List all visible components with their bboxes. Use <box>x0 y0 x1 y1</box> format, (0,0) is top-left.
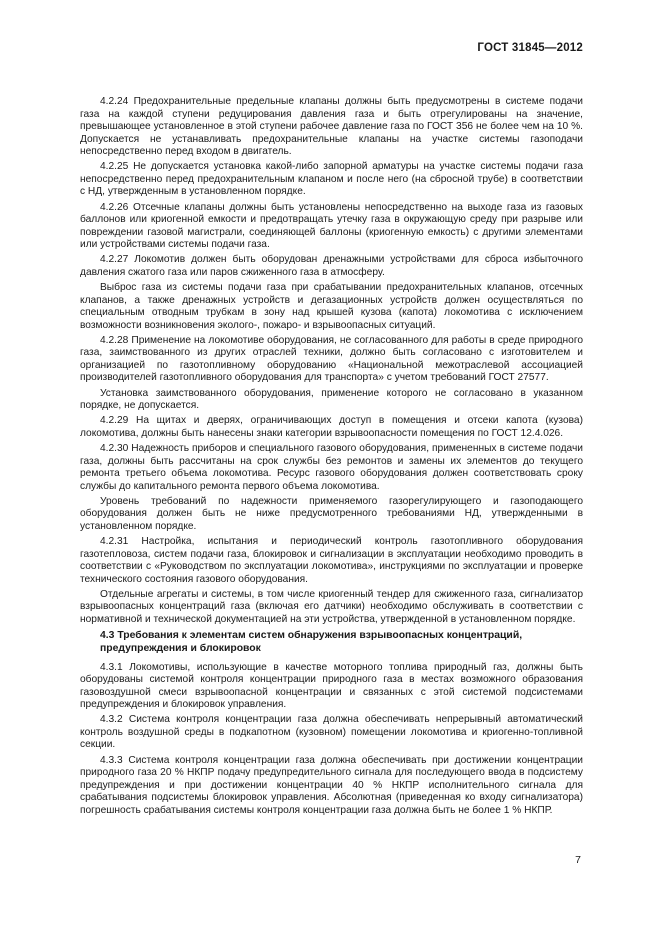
page-number: 7 <box>575 854 581 866</box>
paragraph-separate-units: Отдельные агрегаты и системы, в том числе криогенный тендер для сжиженного газа, сигнализатор взрывоопасных концентраций газа (включая его датчики) необходимо обслуживать в соответствии с нормативной и технической документацией на эти устройства, утвержденной в установленном порядке. <box>80 588 583 625</box>
paragraph-4-2-29: 4.2.29 На щитах и дверях, ограничивающих доступ в помещения и отсеки капота (кузова) локомотива, должны быть нанесены знаки категории взрывоопасности помещения по ГОСТ 12.4.026. <box>80 415 583 439</box>
paragraph-4-2-30: 4.2.30 Надежность приборов и специального газового оборудования, примененных в системе подачи газа, должны быть рассчитаны на срок службы без ремонтов и замены их элементов до текущего ремонта третьего объема локомотива. Ресурс газового оборудования должен соответствовать сроку службы до капитального ремонта первого объема локомотива. <box>80 442 583 492</box>
paragraph-reliability-level: Уровень требований по надежности применяемого газорегулирующего и газоподающего оборудования должен быть не ниже предусмотренного требованиями НД, утвержденными в установленном порядке. <box>80 495 583 532</box>
paragraph-4-2-28: 4.2.28 Применение на локомотиве оборудования, не согласованного для работы в среде природного газа, заимствованного из других отраслей техники, должно быть согласовано с изготовителем и организацией по газотопливному оборудованию «Национальной межотраслевой ассоциацией производителей газотопливного оборудования для транспорта» с учетом требований ГОСТ 27577. <box>80 334 583 384</box>
paragraph-4-3-2: 4.3.2 Система контроля концентрации газа должна обеспечивать непрерывный автоматический контроль воздушной среды в подкапотном (кузовном) помещении локомотива и криогенно-топливной секции. <box>80 714 583 751</box>
paragraph-4-3-1: 4.3.1 Локомотивы, использующие в качестве моторного топлива природный газ, должны быть оборудованы системой контроля концентрации природного газа в местах возможного образования газовоздушной смеси взрывоопасной концентрации и связанных с этой системой подсистемами предупреждения и блокировок управления. <box>80 661 583 711</box>
paragraph-4-2-31: 4.2.31 Настройка, испытания и периодический контроль газотопливного оборудования газотепловоза, систем подачи газа, блокировок и сигнализации в эксплуатации необходимо проводить в соответствии с «Руководством по эксплуатации локомотива», инструкциями по эксплуатации и проверке технического состояния газового оборудования. <box>80 535 583 585</box>
paragraph-4-2-25: 4.2.25 Не допускается установка какой-либо запорной арматуры на участке системы подачи газа непосредственно перед предохранительным клапаном и после него (на сбросной трубе) в соответствии с НД, утвержденным в установленном порядке. <box>80 161 583 198</box>
paragraph-4-3-3: 4.3.3 Система контроля концентрации газа должна обеспечивать при достижении концентрации природного газа 20 % НКПР подачу предупредительного сигнала для последующего ввода в подсистему предупреждения и при достижении концентрации 40 % НКПР исполнительного сигнала для срабатывания подсистемы блокировок управления. Абсолютная (приведенная ко входу сигнализатора) погрешность срабатывания системы контроля концентрации газа должна быть не более 1 % НКПР. <box>80 754 583 816</box>
paragraph-borrowed-equipment: Установка заимствованного оборудования, применение которого не согласовано в указанном порядке, не допускается. <box>80 387 583 412</box>
document-body <box>80 96 583 820</box>
paragraph-4-2-27: 4.2.27 Локомотив должен быть оборудован дренажными устройствами для сброса избыточного давления сжатого газа или паров сжиженного газа в атмосферу. <box>80 254 583 278</box>
paragraph-4-2-26: 4.2.26 Отсечные клапаны должны быть установлены непосредственно на выходе газа из газовых баллонов или криогенной емкости и предотвращать утечку газа в окружающую среду при разрыве или повреждении газовой магистрали, соединяющей баллоны (криогенную емкость) с другими элементами или устройствами системы подачи газа. <box>80 201 583 251</box>
document-header-id: ГОСТ 31845—2012 <box>477 42 583 54</box>
paragraph-gas-release: Выброс газа из системы подачи газа при срабатывании предохранительных клапанов, отсечных клапанов, а также дренажных устройств и дегазационных устройств должен осуществляться по специальным отводным трубкам в зону над крышей кузова (капота) локомотива с исключением возможности возникновения эколого-, пожаро- и взрывоопасных ситуаций. <box>80 282 583 331</box>
paragraph-4-2-24: 4.2.24 Предохранительные предельные клапаны должны быть предусмотрены в системе подачи газа на каждой ступени редуцирования давления газа и быть отрегулированы на значение, превышающее установленное в этой ступени рабочее давление газа по ГОСТ 356 не более чем на 10 %. Допускается не устанавливать предохранительные клапаны на участке системы газоподачи непосредственно перед входом в двигатель. <box>80 96 583 158</box>
section-heading-4-3: 4.3 Требования к элементам систем обнаружения взрывоопасных концентраций, предупреждения и блокировок <box>100 630 523 654</box>
